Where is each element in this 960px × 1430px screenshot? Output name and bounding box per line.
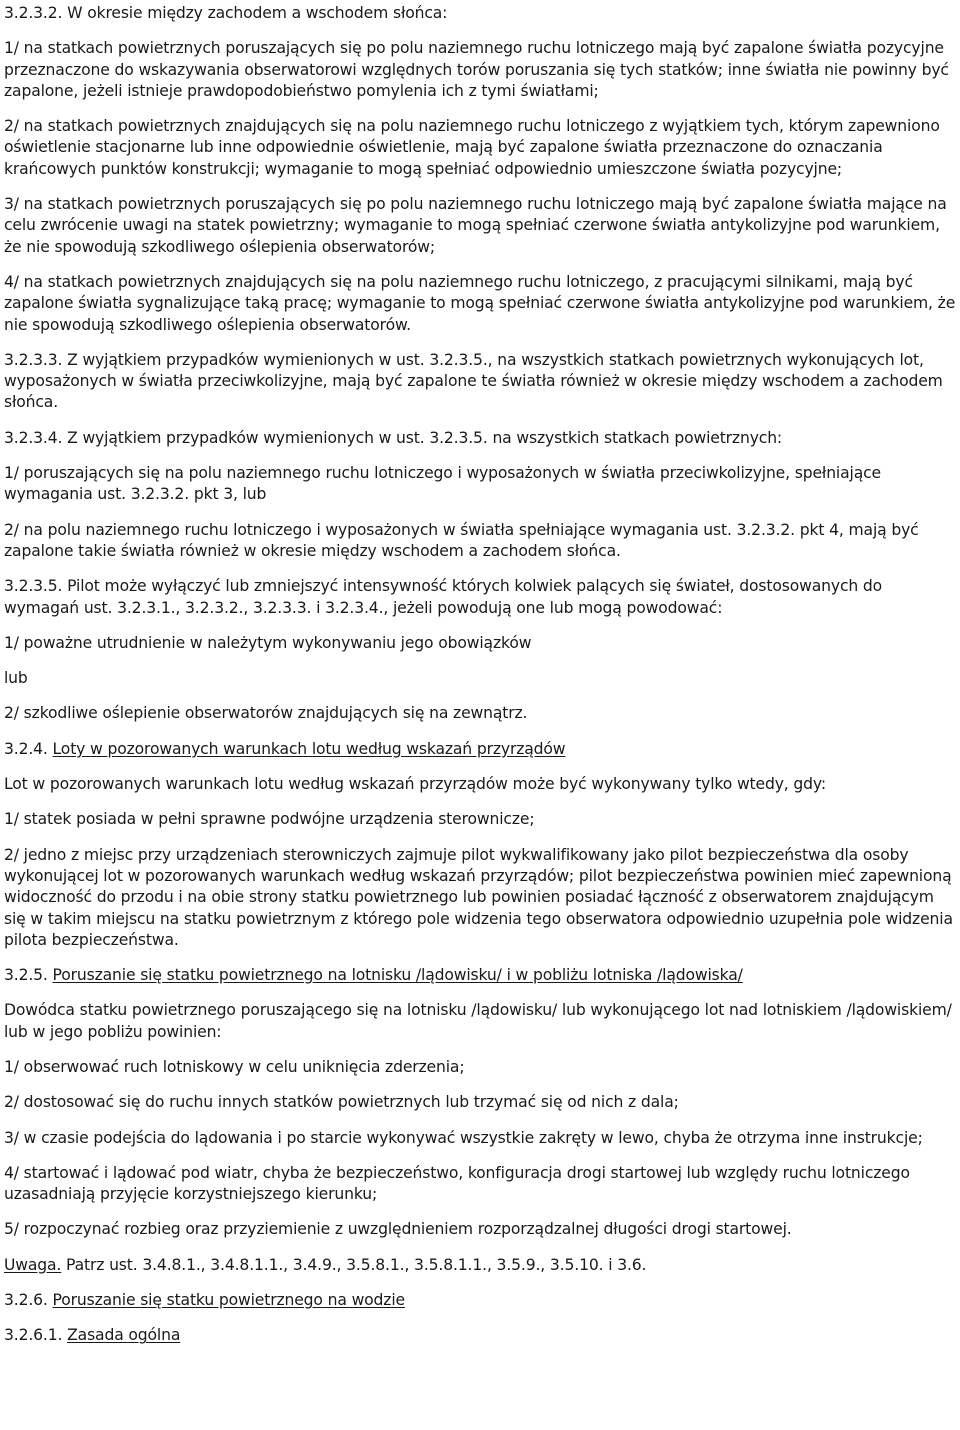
section-heading-3-2-3-2: 3.2.3.2. W okresie między zachodem a wschodem słońca: xyxy=(4,4,448,22)
list-item: 2/ szkodliwe oślepienie obserwatorów znajdujących się na zewnątrz. xyxy=(4,704,528,723)
list-item: 2/ dostosować się do ruchu innych statków powietrznych lub trzymać się od nich z dala; xyxy=(4,1093,679,1112)
section-heading-3-2-6 xyxy=(4,1290,958,1311)
note-text: Patrz ust. 3.4.8.1., 3.4.8.1.1., 3.4.9., 3.5.8.1., 3.5.8.1.1., 3.5.9., 3.5.10. i 3.6. xyxy=(61,1255,647,1274)
body-paragraph: Lot w pozorowanych warunkach lotu według wskazań przyrządów może być wykonywany tylko wtedy, gdy: xyxy=(4,775,826,794)
section-number: 3.2.4. xyxy=(4,739,53,758)
list-item: 2/ na statkach powietrznych znajdujących się na polu naziemnego ruchu lotniczego z wyjątkiem tych, którym zapewniono oświetlenie stacjonarne lub inne odpowiednie oświetlenie, mają być zapalone światła przeznaczone do oznaczania krańcowych punktów konstrukcji; wymaganie to mogą spełniać odpowiednio umieszczone światła pozycyjne; xyxy=(4,117,940,178)
list-item: 5/ rozpoczynać rozbieg oraz przyziemienie z uwzględnieniem rozporządzalnej długości drogi startowej. xyxy=(4,1220,792,1239)
list-item: 4/ na statkach powietrznych znajdujących się na polu naziemnego ruchu lotniczego, z pracującymi silnikami, mają być zapalone światła sygnalizujące taką pracę; wymaganie to mogą spełniać czerwone światła antykolizyjne pod warunkiem, że nie spowodują szkodliwego oślepienia obserwatorów. xyxy=(4,272,956,334)
section-paragraph-3-2-3-5: 3.2.3.5. Pilot może wyłączyć lub zmniejszyć intensywność których kolwiek palących się świateł, dostosowanych do wymagań ust. 3.2.3.1., 3.2.3.2., 3.2.3.3. i 3.2.3.4., jeżeli powodują one lub mogą powodować: xyxy=(4,577,883,617)
document-body xyxy=(4,0,958,1361)
section-number: 3.2.5. xyxy=(4,966,53,985)
section-title: Poruszanie się statku powietrznego na lotnisku /lądowisku/ i w pobliżu lotniska /lądowiska/ xyxy=(52,966,743,985)
section-title: Poruszanie się statku powietrznego na wodzie xyxy=(52,1291,405,1310)
section-heading-3-2-4 xyxy=(4,739,958,760)
section-heading-3-2-5 xyxy=(4,965,958,986)
list-item: 4/ startować i lądować pod wiatr, chyba że bezpieczeństwo, konfiguracja drogi startowej lub względy ruchu lotniczego uzasadniają przyjęcie korzystniejszego kierunku; xyxy=(4,1163,910,1204)
section-paragraph-3-2-3-3: 3.2.3.3. Z wyjątkiem przypadków wymienionych w ust. 3.2.3.5., na wszystkich statkach powietrznych wykonujących lot, wyposażonych w światła przeciwkolizyjne, mają być zapalone te światła również w okresie między wschodem a zachodem słońca. xyxy=(4,350,943,412)
list-item: 3/ na statkach powietrznych poruszających się po polu naziemnego ruchu lotniczego mają być zapalone światła mające na celu zwrócenie uwagi na statek powietrzny; wymaganie to mogą spełniać czerwone światła antykolizyjne pod warunkiem, że nie spowodują szkodliwego oślepienia obserwatorów; xyxy=(4,195,947,256)
list-item: 3/ w czasie podejścia do lądowania i po starcie wykonywać wszystkie zakręty w lewo, chyba że otrzyma inne instrukcje; xyxy=(4,1128,923,1147)
list-item: 1/ statek posiada w pełni sprawne podwójne urządzenia sterownicze; xyxy=(4,810,535,829)
body-paragraph: Dowódca statku powietrznego poruszającego się na lotnisku /lądowisku/ lub wykonującego lot nad lotniskiem /lądowiskiem/ lub w jego pobliżu powinien: xyxy=(4,1001,952,1041)
note-label: Uwaga. xyxy=(4,1255,62,1274)
list-item: 1/ na statkach powietrznych poruszających się po polu naziemnego ruchu lotniczego mają być zapalone światła pozycyjne przeznaczone do wskazywania obserwatorowi względnych torów poruszania się tych statków; inne światła nie powinny być zapalone, jeżeli istnieje prawdopodobieństwo pomylenia ich z tymi światłami; xyxy=(4,39,949,100)
section-number: 3.2.6.1. xyxy=(4,1326,68,1345)
list-item: 2/ na polu naziemnego ruchu lotniczego i wyposażonych w światła spełniające wymagania ust. 3.2.3.2. pkt 4, mają być zapalone takie światła również w okresie między wschodem a zachodem słońca. xyxy=(4,520,919,560)
list-item: 1/ poruszających się na polu naziemnego ruchu lotniczego i wyposażonych w światła przeciwkolizyjne, spełniające wymagania ust. 3.2.3.2. pkt 3, lub xyxy=(4,464,881,504)
section-number: 3.2.6. xyxy=(4,1291,53,1310)
list-item: 1/ obserwować ruch lotniskowy w celu uniknięcia zderzenia; xyxy=(4,1057,465,1076)
section-title: Loty w pozorowanych warunkach lotu według wskazań przyrządów xyxy=(52,739,566,758)
list-item: 2/ jedno z miejsc przy urządzeniach sterowniczych zajmuje pilot wykwalifikowany jako pilot bezpieczeństwa dla osoby wykonującej lot w pozorowanych warunkach według wskazań przyrządów; pilot bezpieczeństwa powinien mieć zapewnioną widoczność do przodu i na obie strony statku powietrznego lub powinien posiadać łączność z obserwatorem znajdującym się w takim miejscu na statku powietrznym z którego pole widzenia tego obserwatora odpowiednio uzupełnia pole widzenia pilota bezpieczeństwa. xyxy=(4,845,953,949)
list-item: 1/ poważne utrudnienie w należytym wykonywaniu jego obowiązków xyxy=(4,633,532,652)
note-paragraph xyxy=(4,1255,958,1276)
connector-text: lub xyxy=(4,669,28,688)
section-heading-3-2-6-1 xyxy=(4,1325,958,1346)
section-paragraph-3-2-3-4: 3.2.3.4. Z wyjątkiem przypadków wymienionych w ust. 3.2.3.5. na wszystkich statkach powietrznych: xyxy=(4,428,783,447)
section-title: Zasada ogólna xyxy=(67,1326,181,1345)
